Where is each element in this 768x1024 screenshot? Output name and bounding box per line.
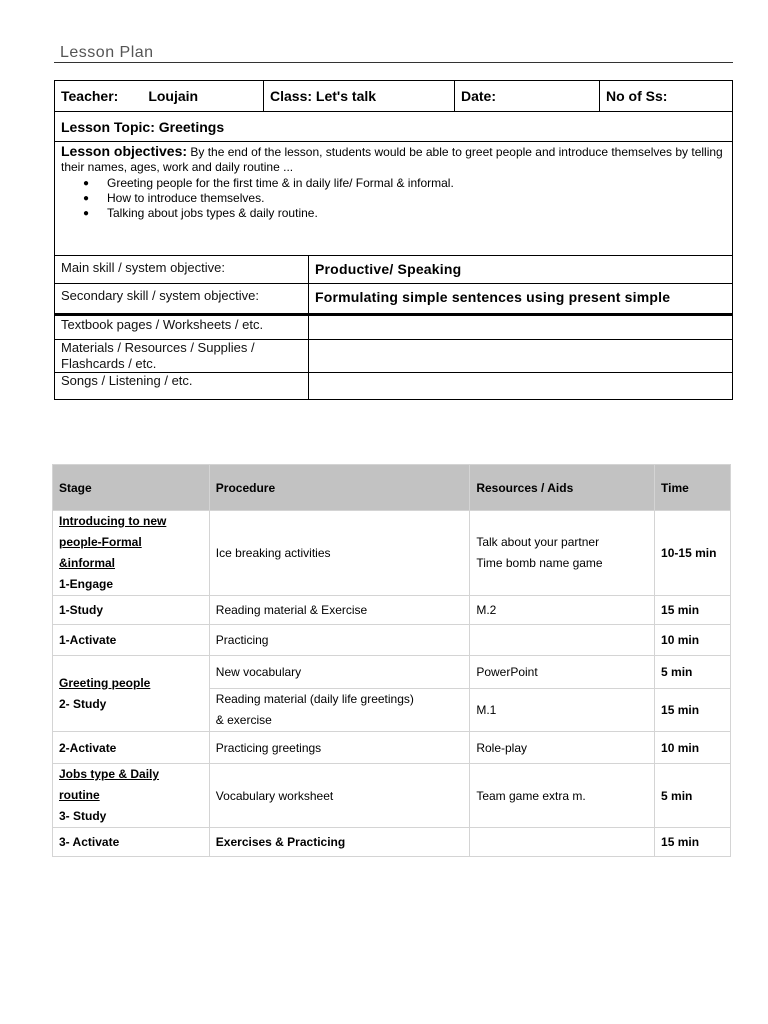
procedure-cell: Practicing greetings: [209, 732, 470, 764]
objectives-label: Lesson objectives:: [61, 143, 188, 159]
main-skill-label: Main skill / system objective:: [55, 256, 309, 283]
time-cell: 15 min: [655, 689, 731, 732]
time-cell: 10 min: [655, 625, 731, 656]
songs-label: Songs / Listening / etc.: [55, 373, 309, 399]
document-title: Lesson Plan: [60, 44, 154, 61]
date-cell: Date:: [455, 81, 600, 111]
stage-cell: 2-Activate: [53, 732, 210, 764]
resource-cell: M.2: [470, 596, 655, 625]
procedure-cell: New vocabulary: [209, 656, 470, 689]
bullet-icon: ●: [83, 208, 90, 219]
time-header: Time: [655, 465, 731, 511]
resource-cell: M.1: [470, 689, 655, 732]
secondary-skill-row: [55, 284, 732, 316]
objective-item: ● Greeting people for the first time & in daily life/ Formal & informal.: [83, 176, 454, 190]
lesson-info-table: [54, 80, 733, 400]
materials-label: Materials / Resources / Supplies / Flashcards / etc.: [55, 340, 309, 372]
teacher-cell: [55, 81, 264, 111]
stage-header: Stage: [53, 465, 210, 511]
songs-value: [309, 373, 732, 399]
time-cell: 10 min: [655, 732, 731, 764]
procedure-cell: Reading material & Exercise: [209, 596, 470, 625]
lesson-topic: Lesson Topic: Greetings: [55, 112, 732, 142]
stage-cell: Jobs type & Daily routine 3- Study: [53, 764, 210, 828]
teacher-name: Loujain: [148, 88, 199, 104]
procedure-cell: Exercises & Practicing: [209, 828, 470, 857]
materials-value: [309, 340, 732, 372]
header-row: [55, 81, 732, 112]
objective-item: ● How to introduce themselves.: [83, 191, 265, 205]
table-row: [53, 511, 731, 596]
resource-cell: [470, 625, 655, 656]
time-cell: 15 min: [655, 596, 731, 625]
resource-cell: Role-play: [470, 732, 655, 764]
stage-cell: 1-Study: [53, 596, 210, 625]
main-skill-row: [55, 256, 732, 284]
table-row: [53, 732, 731, 764]
procedure-header-row: [53, 465, 731, 511]
time-cell: 10-15 min: [655, 511, 731, 596]
objectives-text: By the end of the lesson, students would be able to greet people and introduce themselves by telling their names, ages, work and daily routine ...: [61, 145, 723, 174]
students-count-cell: No of Ss:: [606, 88, 668, 104]
songs-row: [55, 373, 732, 399]
stage-cell: Introducing to new people-Formal &informal 1-Engage: [53, 511, 210, 596]
procedure-cell: Ice breaking activities: [209, 511, 470, 596]
table-row: [53, 828, 731, 857]
procedure-cell: Practicing: [209, 625, 470, 656]
textbook-label: Textbook pages / Worksheets / etc.: [55, 316, 309, 339]
resource-cell: PowerPoint: [470, 656, 655, 689]
materials-row: [55, 340, 732, 373]
bullet-icon: ●: [83, 193, 90, 204]
objectives-list: [61, 176, 726, 221]
stage-cell: 1-Activate: [53, 625, 210, 656]
class-cell: Class: Let's talk: [264, 81, 455, 111]
procedure-cell: Reading material (daily life greetings) & exercise: [209, 689, 470, 732]
table-row: [53, 764, 731, 828]
objective-item: ● Talking about jobs types & daily routine.: [83, 206, 318, 220]
resource-cell: Team game extra m.: [470, 764, 655, 828]
table-row: [53, 656, 731, 689]
table-row: [53, 596, 731, 625]
stage-cell: Greeting people 2- Study: [53, 656, 210, 732]
secondary-skill-label: Secondary skill / system objective:: [55, 284, 309, 313]
stage-cell: 3- Activate: [53, 828, 210, 857]
time-cell: 15 min: [655, 828, 731, 857]
teacher-label: Teacher:: [61, 88, 119, 104]
time-cell: 5 min: [655, 764, 731, 828]
resource-cell: Talk about your partner Time bomb name game: [470, 511, 655, 596]
main-skill-value: Productive/ Speaking: [315, 261, 462, 277]
textbook-value: [309, 316, 732, 339]
procedure-table: [52, 464, 731, 857]
title-divider: [54, 62, 733, 63]
resources-header: Resources / Aids: [470, 465, 655, 511]
procedure-header: Procedure: [209, 465, 470, 511]
time-cell: 5 min: [655, 656, 731, 689]
procedure-cell: Vocabulary worksheet: [209, 764, 470, 828]
bullet-icon: ●: [83, 178, 90, 189]
table-row: [53, 625, 731, 656]
textbook-row: [55, 316, 732, 340]
secondary-skill-value: Formulating simple sentences using present simple: [315, 289, 671, 305]
resource-cell: [470, 828, 655, 857]
lesson-objectives: [55, 142, 732, 256]
